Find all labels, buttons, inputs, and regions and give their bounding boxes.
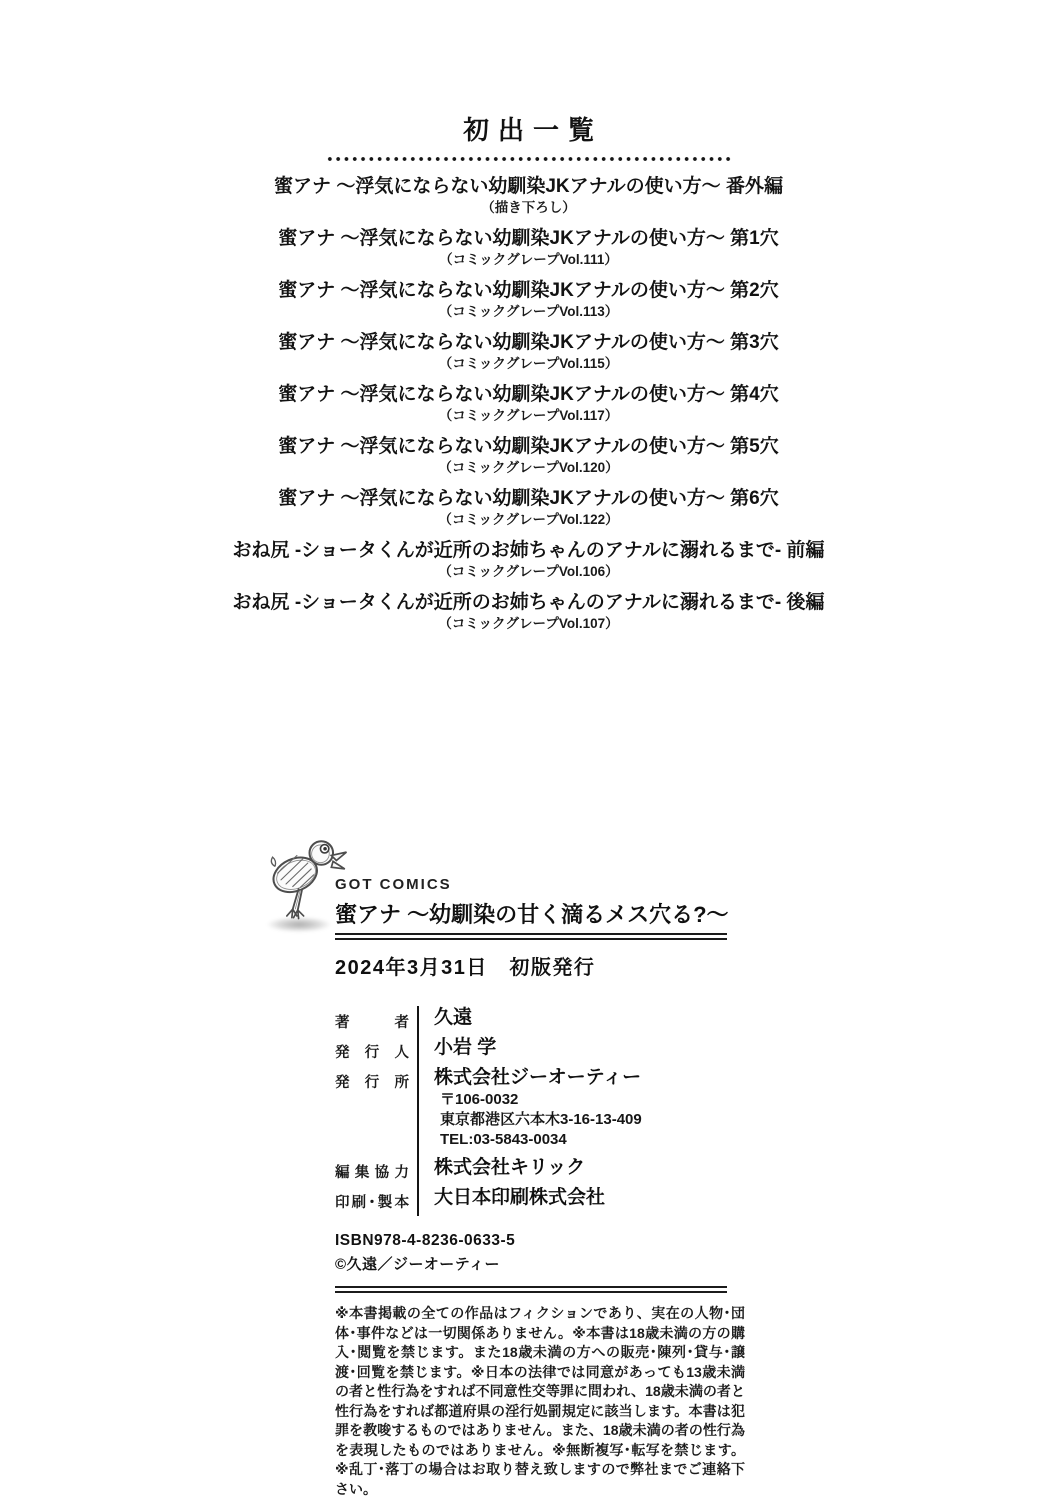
entry-title: おね尻 -ショータくんが近所のお姉ちゃんのアナルに溺れるまで- 後編 — [232, 592, 825, 613]
credit-value-wrap — [417, 1036, 735, 1066]
entry-title: 蜜アナ ～浮気にならない幼馴染JKアナルの使い方～ 第6穴 — [278, 488, 779, 509]
entry-source: （コミックグレープVol.111） — [439, 252, 618, 267]
credit-value: 小岩 学 — [434, 1037, 497, 1058]
list-item — [278, 435, 778, 477]
credit-label: 印刷･製本 — [335, 1195, 409, 1211]
credit-value: 久遠 — [434, 1007, 473, 1028]
entry-source: （コミックグレープVol.113） — [438, 304, 619, 319]
entry-source: （コミックグレープVol.115） — [438, 356, 619, 371]
colophon-section — [335, 835, 745, 1499]
list-item — [274, 175, 783, 217]
publisher-postal-code: 〒106-0032 — [440, 1091, 519, 1108]
entry-source: （コミックグレープVol.106） — [438, 564, 619, 579]
credits-table — [335, 1006, 735, 1216]
list-item — [278, 227, 778, 269]
entry-source: （コミックグレープVol.107） — [438, 616, 619, 631]
entry-title: 蜜アナ ～浮気にならない幼馴染JKアナルの使い方～ 第1穴 — [278, 228, 779, 249]
publisher-phone: TEL:03-5843-0034 — [440, 1131, 567, 1148]
entry-title: 蜜アナ ～浮気にならない幼馴染JKアナルの使い方～ 第4穴 — [278, 384, 779, 405]
title-rule — [335, 933, 727, 940]
entry-title: おね尻 -ショータくんが近所のお姉ちゃんのアナルに溺れるまで- 前編 — [232, 540, 825, 561]
credit-row-editing — [335, 1156, 735, 1186]
credit-value: 大日本印刷株式会社 — [434, 1187, 606, 1208]
entry-source: （コミックグレープVol.117） — [438, 408, 619, 423]
list-item — [278, 279, 778, 321]
entry-source: （コミックグレープVol.120） — [438, 460, 619, 475]
credit-row-printing — [335, 1186, 735, 1216]
publication-list-title: 初出一覧 — [462, 115, 603, 145]
book-title: 蜜アナ ～幼馴染の甘く滴るメス穴る?～ — [335, 902, 729, 927]
entry-title: 蜜アナ ～浮気にならない幼馴染JKアナルの使い方～ 第2穴 — [278, 280, 779, 301]
disclaimer-rule — [335, 1286, 727, 1293]
edition-date: 2024年3月31日 初版発行 — [335, 957, 596, 979]
list-item — [233, 591, 825, 633]
entry-source: （コミックグレープVol.122） — [438, 512, 619, 527]
list-item — [278, 383, 778, 425]
credit-value-wrap — [417, 1156, 735, 1186]
entry-title: 蜜アナ ～浮気にならない幼馴染JKアナルの使い方～ 第3穴 — [278, 332, 779, 353]
logo-shadow — [267, 917, 331, 932]
entry-title: 蜜アナ ～浮気にならない幼馴染JKアナルの使い方～ 番外編 — [274, 176, 783, 197]
credit-row-publisher-person — [335, 1036, 735, 1066]
legal-disclaimer: ※本書掲載の全ての作品はフィクションであり、実在の人物･団体･事件などは一切関係ありません。※本書は18歳未満の方の購入･閲覧を禁じます。また18歳未満の方への販売･陳列･貸与･譲渡･回覧を禁じます。※日本の法律では同意があっても13歳未満の者と性行為をすれば不同意性交等罪に問われ、18歳未満の者と性行為をすれば都道府県の淫行処罰規定に該当します。本書は犯罪を教唆するものではありません。また、18歳未満の者の性行為を表現したものではありません。※無断複写･転写を禁じます。※乱丁･落丁の場合はお取り替え致しますので弊社までご連絡下さい。 — [335, 1305, 745, 1497]
publisher-logo — [265, 831, 353, 941]
entry-source: （描き下ろし） — [481, 200, 576, 215]
credit-label: 発行人 — [335, 1045, 409, 1061]
credit-label: 発行所 — [335, 1075, 409, 1091]
credit-label: 著者 — [335, 1015, 409, 1031]
credit-value: 株式会社キリック — [434, 1157, 586, 1178]
credit-value-wrap — [417, 1186, 735, 1216]
credit-value-wrap — [417, 1006, 735, 1036]
credit-row-publisher — [335, 1066, 735, 1156]
isbn: ISBN978-4-8236-0633-5 — [335, 1232, 516, 1249]
credit-row-author — [335, 1006, 735, 1036]
credit-value: 株式会社ジーオーティー — [434, 1067, 642, 1088]
publication-list-section — [0, 110, 1057, 643]
list-item — [278, 331, 778, 373]
list-item — [278, 487, 778, 529]
credit-value-wrap — [417, 1066, 735, 1156]
entry-title: 蜜アナ ～浮気にならない幼馴染JKアナルの使い方～ 第5穴 — [278, 436, 779, 457]
dotted-divider — [327, 156, 731, 162]
copyright: ©久遠／ジーオーティー — [335, 1256, 501, 1273]
credit-label: 編集協力 — [335, 1165, 409, 1181]
publisher-address: 東京都港区六本木3-16-13-409 — [440, 1111, 642, 1128]
brand-label: GOT COMICS — [335, 876, 452, 893]
list-item — [233, 539, 825, 581]
scribbled-bird-icon — [265, 831, 349, 927]
